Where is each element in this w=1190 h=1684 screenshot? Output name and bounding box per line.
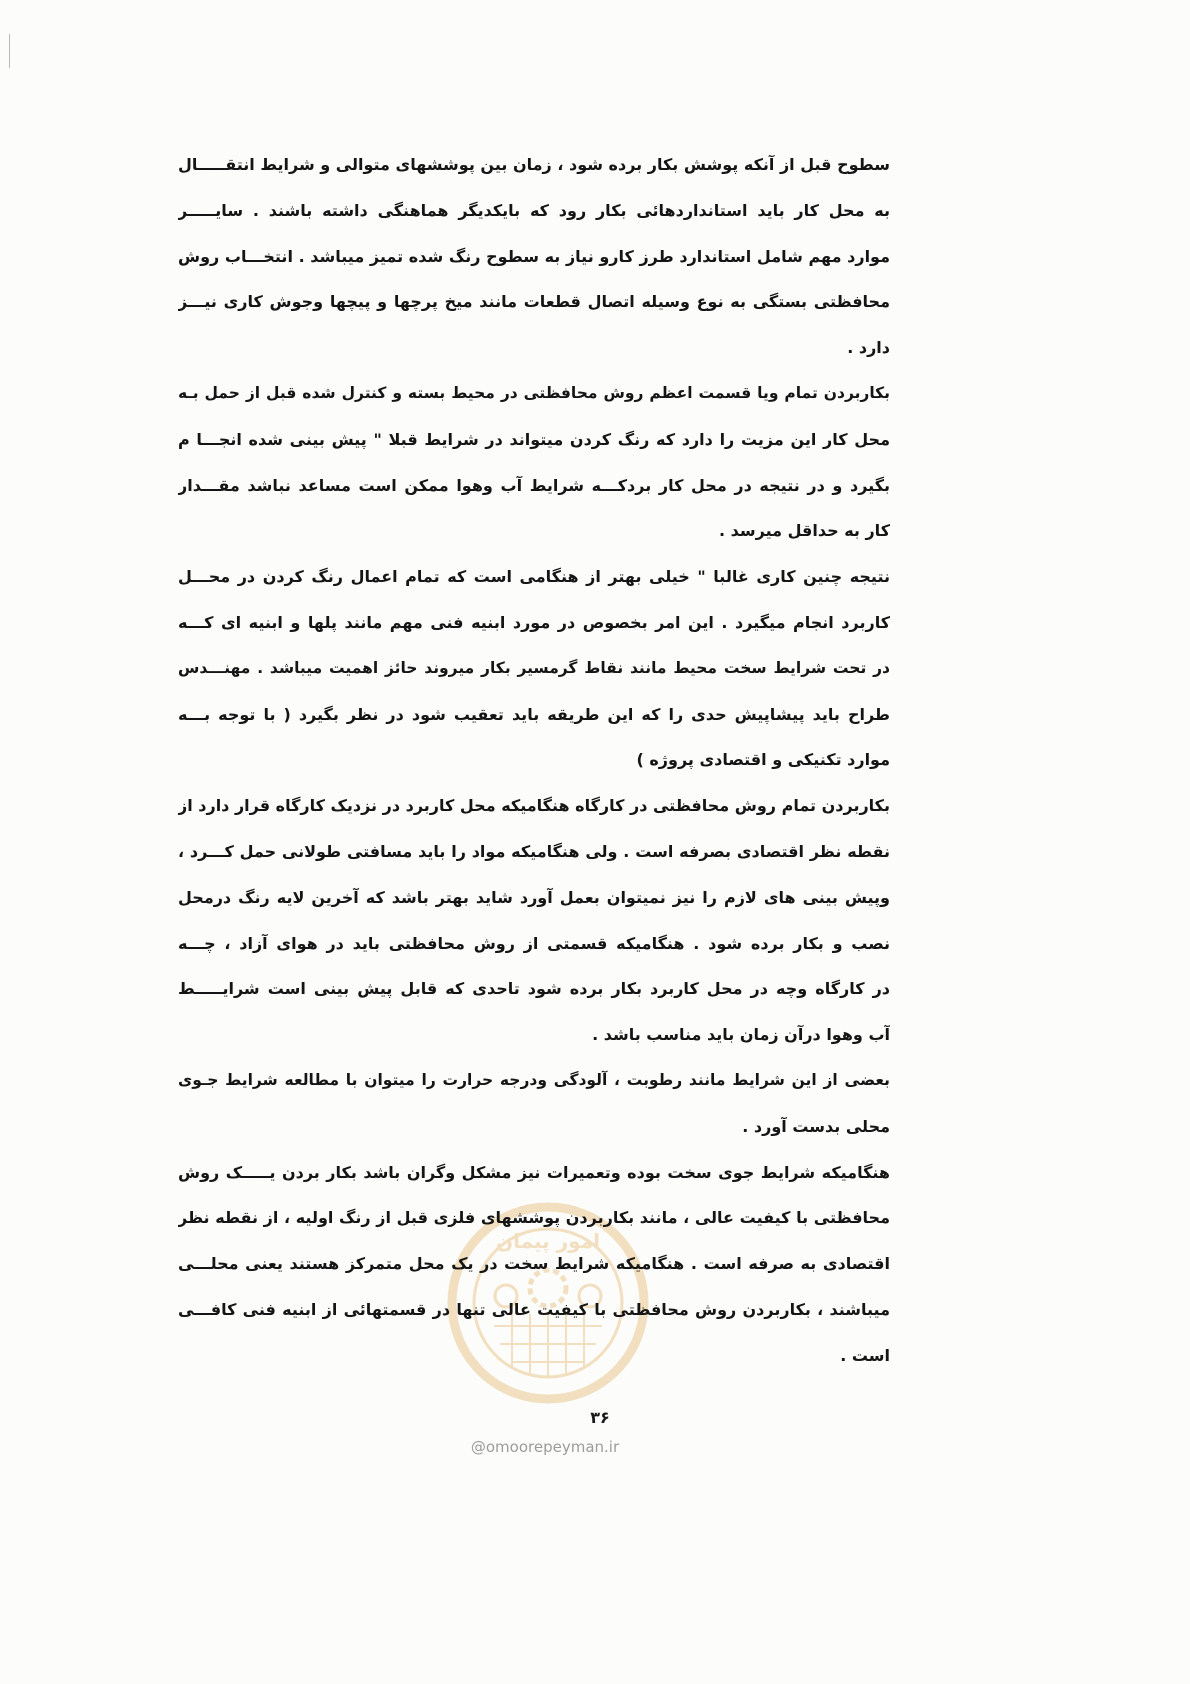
text-line: محل کار این مزیت را دارد که رنگ کردن میتواند در شرایط قبلا " پیش بینی شده انجـــا م: [178, 429, 890, 449]
text-line: آب وهوا درآن زمان باید مناسب باشد .: [592, 1025, 890, 1045]
text-line: است .: [840, 1345, 890, 1365]
document-body: [178, 142, 890, 1379]
paragraph: [178, 1058, 890, 1150]
text-line: موارد تکنیکی و اقتصادی پروژه ): [636, 750, 890, 770]
text-line: میباشند ، بکاربردن روش محافظتی با کیفیت عالی تنها در قسمتهائی از ابنیه فنی کافـــی: [178, 1299, 890, 1319]
text-line: کاربرد انجام میگیرد . این امر بخصوص در مورد ابنیه فنی مهم مانند پلها و ابنیه ای کـــه: [178, 612, 890, 632]
paragraph: [178, 371, 890, 554]
text-line: در تحت شرایط سخت محیط مانند نقاط گرمسیر بکار میروند حائز اهمیت میباشد . مهنـــدس: [178, 658, 890, 677]
text-line: هنگامیکه شرایط جوی سخت بوده وتعمیرات نیز مشکل وگران باشد بکار بردن یـــــک روش: [178, 1162, 890, 1182]
text-line: محافظتی بستگی به نوع وسیله اتصال قطعات مانند میخ پرچها و پیچها وجوش کاری نیـــز: [178, 292, 890, 312]
text-line: محلی بدست آورد .: [742, 1116, 890, 1136]
paragraph: [178, 554, 890, 783]
text-line: کار به حداقل میرسد .: [719, 521, 890, 541]
text-line: بکاربردن تمام ویا قسمت اعظم روش محافظتی در محیط بسته و کنترل شده قبل از حمل بـه: [178, 383, 890, 402]
text-line: در کارگاه وچه در محل کاربرد بکار برده شود تاحدی که قابل پیش بینی است شرایـــــط: [178, 979, 890, 999]
text-line: نقطه نظر اقتصادی بصرفه است . ولی هنگامیکه مواد را باید مسافتی طولانی حمل کـــرد ،: [178, 841, 890, 861]
text-line: به محل کار باید استانداردهائی بکار رود که بایکدیگر هماهنگی داشته باشند . سایـــــر: [178, 200, 890, 220]
text-line: بگیرد و در نتیجه در محل کار بردکـــه شرایط آب وهوا ممکن است مساعد نباشد مقـــدار: [178, 475, 890, 495]
text-line: بعضی از این شرایط مانند رطوبت ، آلودگی ودرجه حرارت را میتوان با مطالعه شرایط جـوی: [178, 1070, 890, 1089]
text-line: اقتصادی به صرفه است . هنگامیکه شرایط سخت در یک محل متمرکز هستند یعنی محلـــی: [178, 1254, 890, 1274]
text-line: نتیجه چنین کاری غالبا " خیلی بهتر از هنگامی است که تمام اعمال رنگ کردن در محـــل: [178, 567, 890, 587]
text-line: سطوح قبل از آنکه پوشش بکار برده شود ، زمان بین پوششهای متوالی و شرایط انتقـــــال: [178, 155, 890, 174]
watermark-site: @omoorepeyman.ir: [470, 1438, 620, 1456]
watermark-logo-text: امور پیمان: [496, 1229, 600, 1253]
text-line: دارد .: [847, 338, 890, 358]
text-line: وپیش بینی های لازم را نیز نمیتوان بعمل آورد شاید بهتر باشد که آخرین لایه رنگ درمحل: [178, 887, 890, 907]
scan-edge-mark: [9, 34, 10, 68]
text-line: بکاربردن تمام روش محافظتی در کارگاه هنگامیکه محل کاربرد در نزدیک کارگاه قرار دارد از: [178, 796, 890, 816]
text-line: طراح باید پیشاپیش حدی را که این طریقه باید تعقیب شود در نظر بگیرد ( با توجه بـــه: [178, 704, 890, 724]
text-line: نصب و بکار برده شود . هنگامیکه قسمتی از روش محافظتی باید در هوای آزاد ، چـــه: [178, 933, 890, 953]
paragraph: [178, 1150, 890, 1379]
paragraph: [178, 142, 890, 371]
page-number: ۳۶: [590, 1408, 610, 1427]
text-line: موارد مهم شامل استاندارد طرز کارو نیاز به سطوح رنگ شده تمیز میباشد . انتخـــاب روش: [178, 246, 890, 266]
text-line: محافظتی با کیفیت عالی ، مانند بکاربردن پوششهای فلزی قبل از رنگ اولیه ، از نقطه نظر: [178, 1208, 890, 1228]
paragraph: [178, 783, 890, 1058]
